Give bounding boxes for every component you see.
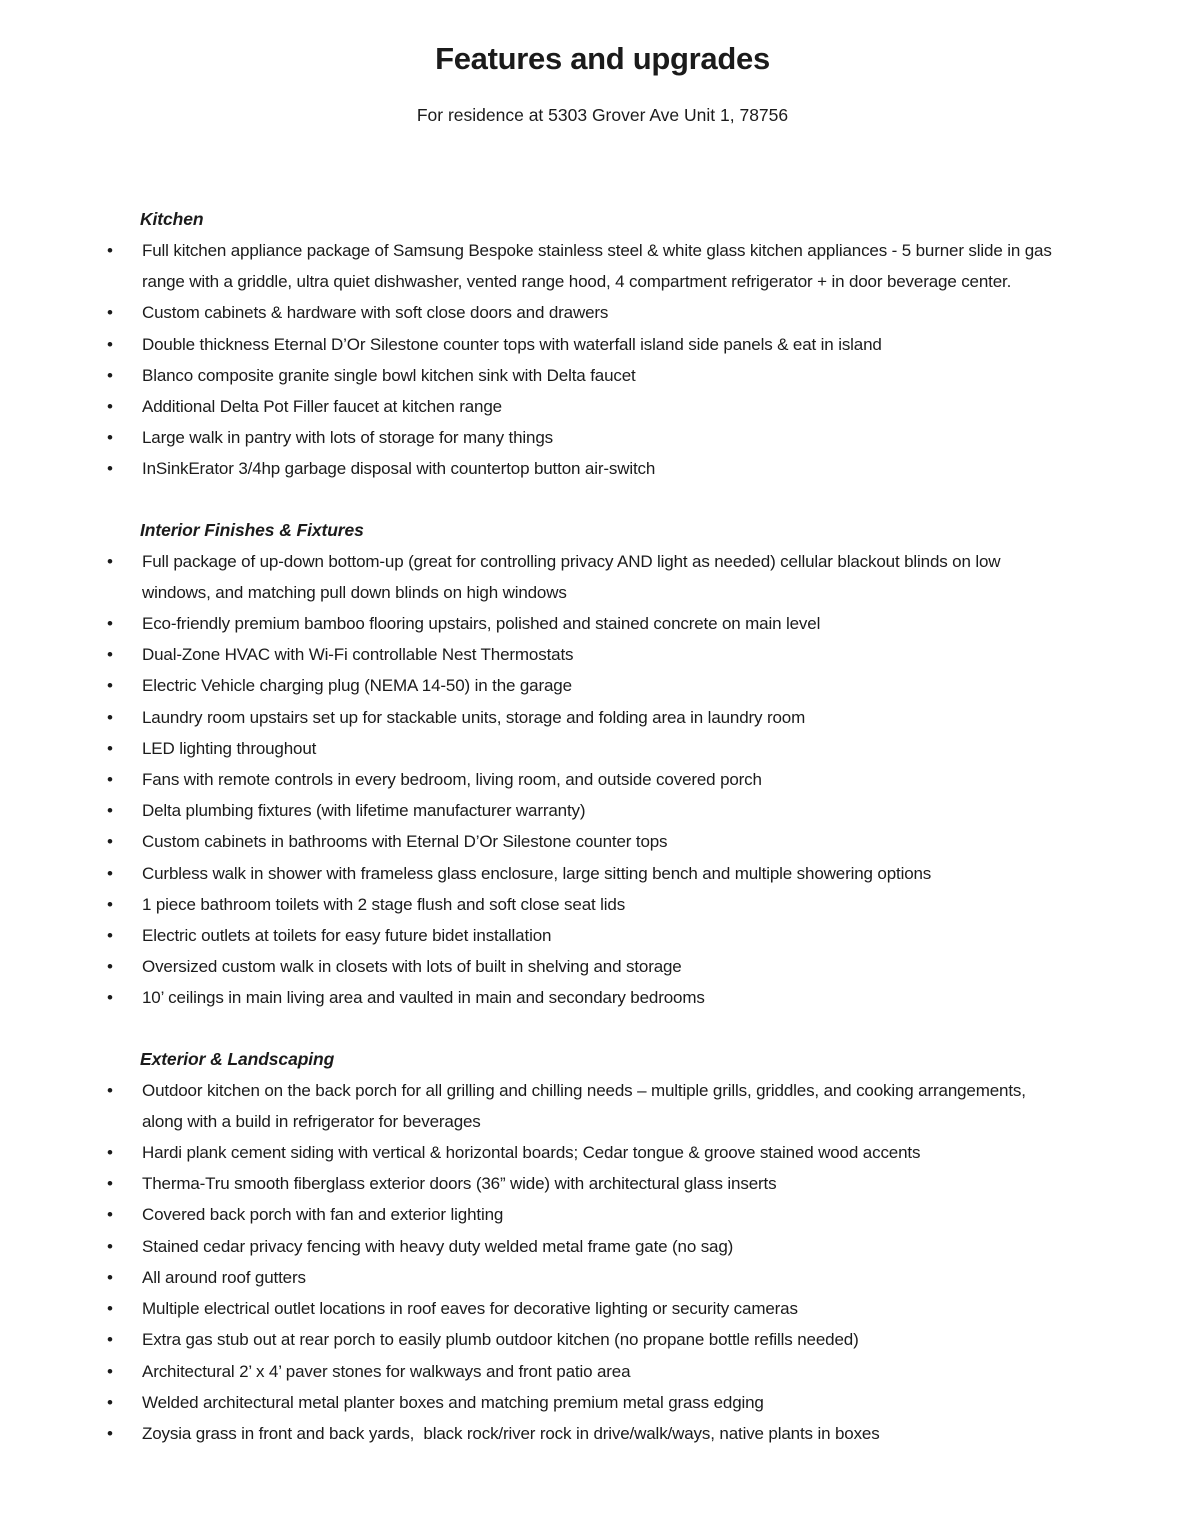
- list-item: • Delta plumbing fixtures (with lifetime manufacturer warranty): [140, 795, 1065, 826]
- list-item: • InSinkErator 3/4hp garbage disposal with countertop button air-switch: [140, 453, 1065, 484]
- list-item: • Custom cabinets & hardware with soft close doors and drawers: [140, 297, 1065, 328]
- section-kitchen: [140, 204, 1065, 485]
- section-exterior-landscaping: [140, 1044, 1065, 1449]
- list-item: • Welded architectural metal planter boxes and matching premium metal grass edging: [140, 1387, 1065, 1418]
- exterior-feature-list: [140, 1075, 1065, 1449]
- list-item: • Covered back porch with fan and exterior lighting: [140, 1199, 1065, 1230]
- list-item: • 10’ ceilings in main living area and vaulted in main and secondary bedrooms: [140, 982, 1065, 1013]
- section-heading-exterior-landscaping: Exterior & Landscaping: [140, 1048, 335, 1069]
- list-item: • Electric outlets at toilets for easy future bidet installation: [140, 920, 1065, 951]
- section-heading-interior-finishes: Interior Finishes & Fixtures: [140, 519, 364, 540]
- section-heading-kitchen: Kitchen: [140, 209, 204, 229]
- list-item: • Electric Vehicle charging plug (NEMA 14-50) in the garage: [140, 670, 1065, 701]
- list-item: • Therma-Tru smooth fiberglass exterior doors (36” wide) with architectural glass inserts: [140, 1168, 1065, 1199]
- kitchen-feature-list: [140, 235, 1065, 485]
- interior-feature-list: [140, 546, 1065, 1014]
- document-subtitle: For residence at 5303 Grover Ave Unit 1, 78756: [416, 105, 789, 125]
- list-item: • Eco-friendly premium bamboo flooring upstairs, polished and stained concrete on main level: [140, 608, 1065, 639]
- list-item: • Laundry room upstairs set up for stackable units, storage and folding area in laundry room: [140, 702, 1065, 733]
- list-item: • Hardi plank cement siding with vertical & horizontal boards; Cedar tongue & groove stained wood accents: [140, 1137, 1065, 1168]
- list-item: • 1 piece bathroom toilets with 2 stage flush and soft close seat lids: [140, 889, 1065, 920]
- list-item: • Full kitchen appliance package of Samsung Bespoke stainless steel & white glass kitchen appliances - 5 burner slide in gas range with a griddle, ultra quiet dishwasher, vented range hood, 4 compartment refrigerator + in door beverage center.: [140, 235, 1065, 297]
- list-item: • Large walk in pantry with lots of storage for many things: [140, 422, 1065, 453]
- list-item: • Dual-Zone HVAC with Wi-Fi controllable Nest Thermostats: [140, 639, 1065, 670]
- list-item: • Multiple electrical outlet locations in roof eaves for decorative lighting or security cameras: [140, 1293, 1065, 1324]
- list-item: • Double thickness Eternal D’Or Silestone counter tops with waterfall island side panels & eat in island: [140, 329, 1065, 360]
- list-item: • Blanco composite granite single bowl kitchen sink with Delta faucet: [140, 360, 1065, 391]
- list-item: • Architectural 2’ x 4’ paver stones for walkways and front patio area: [140, 1356, 1065, 1387]
- document-title: Features and upgrades: [435, 41, 770, 76]
- list-item: • Oversized custom walk in closets with lots of built in shelving and storage: [140, 951, 1065, 982]
- list-item: • Fans with remote controls in every bedroom, living room, and outside covered porch: [140, 764, 1065, 795]
- list-item: • Extra gas stub out at rear porch to easily plumb outdoor kitchen (no propane bottle refills needed): [140, 1324, 1065, 1355]
- section-interior-finishes: [140, 515, 1065, 1014]
- list-item: • All around roof gutters: [140, 1262, 1065, 1293]
- list-item: • LED lighting throughout: [140, 733, 1065, 764]
- list-item: • Curbless walk in shower with frameless glass enclosure, large sitting bench and multiple showering options: [140, 858, 1065, 889]
- list-item: • Zoysia grass in front and back yards, black rock/river rock in drive/walk/ways, native plants in boxes: [140, 1418, 1065, 1449]
- list-item: • Outdoor kitchen on the back porch for all grilling and chilling needs – multiple grills, griddles, and cooking arrangements, along with a build in refrigerator for beverages: [140, 1075, 1065, 1137]
- list-item: • Stained cedar privacy fencing with heavy duty welded metal frame gate (no sag): [140, 1231, 1065, 1262]
- list-item: • Custom cabinets in bathrooms with Eternal D’Or Silestone counter tops: [140, 826, 1065, 857]
- list-item: • Additional Delta Pot Filler faucet at kitchen range: [140, 391, 1065, 422]
- list-item: • Full package of up-down bottom-up (great for controlling privacy AND light as needed) cellular blackout blinds on low windows, and matching pull down blinds on high windows: [140, 546, 1065, 608]
